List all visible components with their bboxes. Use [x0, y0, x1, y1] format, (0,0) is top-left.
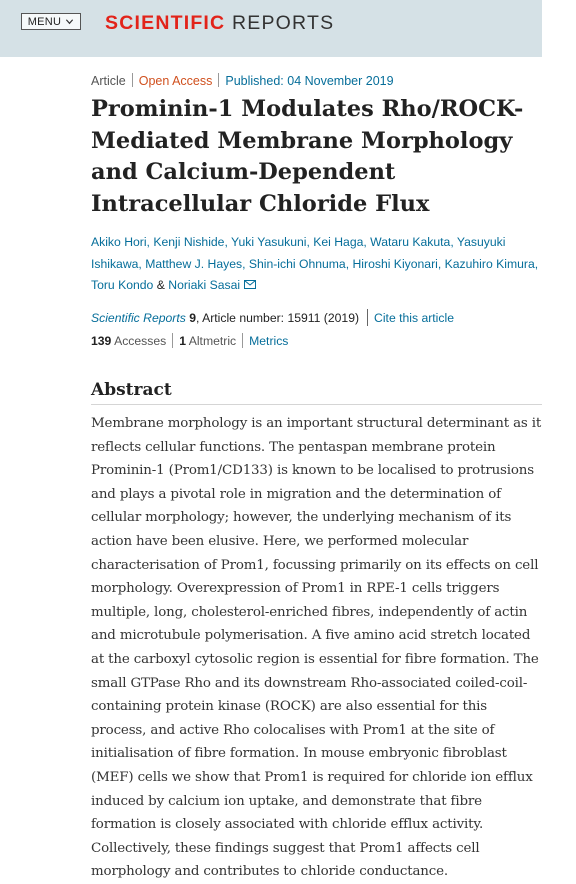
author-link[interactable]: Matthew J. Hayes [145, 256, 243, 271]
site-header [0, 0, 542, 57]
author-list: Akiko Hori, Kenji Nishide, Yuki Yasukuni, Kei Haga, Wataru Kakuta, Yasuyuki Ishikawa, Matthew J. Hayes, Shin-ichi Ohnuma, Hiroshi Kiyonari, Kazuhiro Kimura, Toru Kondo & Noriaki Sasai [91, 235, 539, 292]
divider [367, 309, 368, 326]
divider [218, 73, 219, 87]
author-link[interactable]: Kei Haga [313, 235, 364, 249]
corresponding-author-link[interactable]: Noriaki Sasai [168, 278, 241, 292]
journal-name-link[interactable]: Scientific Reports [91, 311, 186, 325]
abstract-text: Membrane morphology is an important structural determinant as it reflects cellular functions. The pentaspan membrane protein Prominin-1 (Prom1/CD133) is known to be localised to protrusions and plays a pivotal role in migration and the determination of cellular morphology; however, the underlying mechanism of its action have been elusive. Here, we performed molecular characterisation of Prom1, focussing primarily on its effects on cell morphology. Overexpression of Prom1 in RPE-1 cells triggers multiple, long, cholesterol-enriched fibres, independently of actin and microtubule polymerisation. A five amino acid stretch located at the carboxyl cytosolic region is essential for fibre formation. The small GTPase Rho and its downstream Rho-associated coiled-coil-containing protein kinase (ROCK) are also essential for this process, and active Rho colocalises with Prom1 at the site of initialisation of fibre formation. In mouse embryonic fibroblast (MEF) cells we show that Prom1 is required for chloride ion efflux induced by calcium ion uptake, and demonstrate that fibre formation is closely associated with chloride efflux activity. Collectively, these findings suggest that Prom1 affects cell morphology and contributes to chloride conductance. [91, 416, 542, 880]
author-link[interactable]: Akiko Hori [91, 235, 147, 249]
menu-label: MENU [27, 15, 62, 28]
metrics-line [91, 333, 288, 348]
author-link[interactable]: Kenji Nishide [153, 235, 225, 249]
metrics-link[interactable]: Metrics [249, 334, 289, 348]
citation-line [91, 309, 454, 326]
divider [172, 333, 173, 348]
accesses-label: Accesses [114, 334, 167, 348]
altmetric-count: 1 [179, 334, 186, 348]
open-access-badge[interactable]: Open Access [138, 74, 213, 88]
accesses-count: 139 [91, 334, 112, 348]
divider [132, 73, 133, 87]
brand-part2: REPORTS [231, 12, 335, 34]
author-link[interactable]: Yuki Yasukuni [231, 235, 307, 249]
abstract-divider [91, 404, 542, 405]
abstract-heading: Abstract [91, 380, 172, 400]
brand-part1: SCIENTIFIC [105, 12, 226, 34]
article-type: Article [91, 74, 126, 88]
author-link[interactable]: Shin-ichi Ohnuma [248, 256, 346, 271]
journal-logo[interactable] [105, 12, 334, 35]
author-link[interactable]: Hiroshi Kiyonari [352, 256, 438, 271]
volume-number: 9 [189, 311, 196, 325]
author-conjunction: & [156, 278, 165, 292]
author-link[interactable]: Wataru Kakuta [370, 235, 451, 249]
divider [242, 333, 243, 348]
article-title: Prominin-1 Modulates Rho/ROCK-Mediated Membrane Morphology and Calcium-Dependent Intracellular Chloride Flux [91, 96, 524, 217]
envelope-icon[interactable] [244, 280, 256, 289]
author-link[interactable]: Toru Kondo [91, 278, 154, 292]
author-link[interactable]: Kazuhiro Kimura [444, 256, 535, 271]
chevron-down-icon [65, 17, 74, 26]
menu-button[interactable] [21, 13, 81, 30]
article-number: , Article number: 15911 (2019) [196, 311, 360, 325]
cite-this-article-link[interactable]: Cite this article [374, 311, 454, 325]
altmetric-label: Altmetric [188, 334, 237, 348]
author-link[interactable]: Yasuyuki Ishikawa [91, 235, 506, 271]
published-date: Published: 04 November 2019 [225, 74, 394, 88]
article-meta [91, 73, 394, 88]
